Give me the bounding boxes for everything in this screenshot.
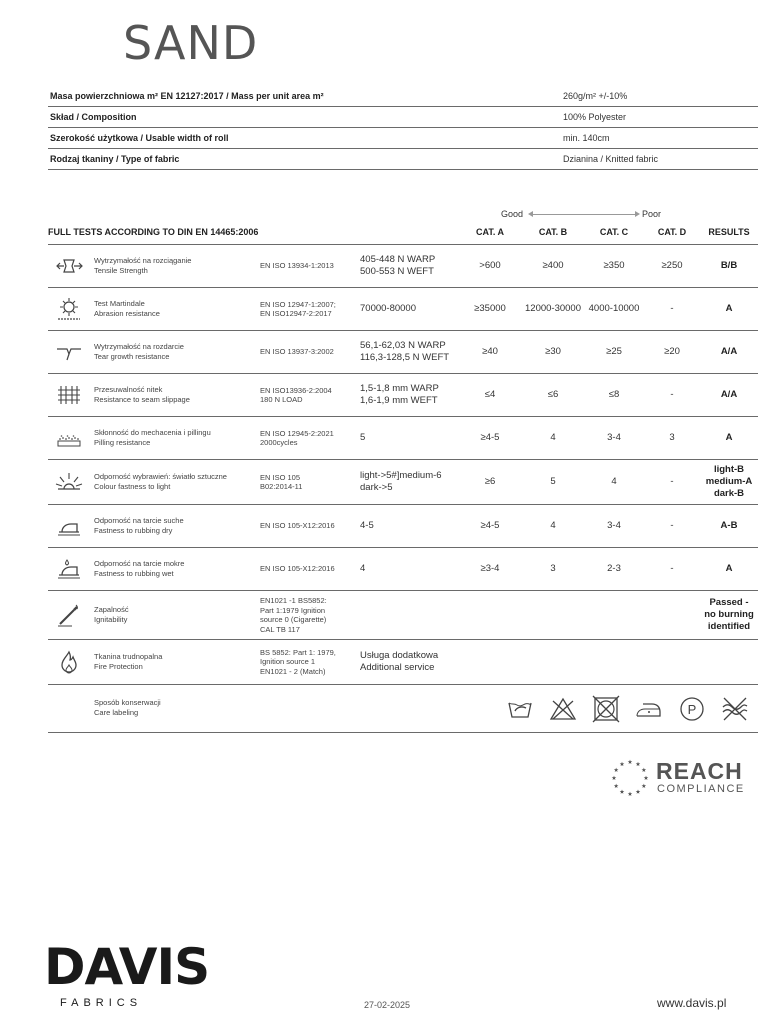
test-row [48, 417, 758, 460]
test-result [700, 432, 758, 444]
test-name-en: Ignitability [94, 615, 128, 624]
eu-stars-icon [610, 758, 650, 798]
test-row [48, 591, 758, 640]
no-tumble-dry-icon [584, 694, 627, 724]
cat-c-value: 2-3 [607, 563, 621, 574]
test-name-en: Fastness to rubbing dry [94, 526, 173, 535]
tensile-icon [54, 253, 84, 279]
cat-a-value: ≥6 [484, 476, 496, 487]
test-name-en: Tensile Strength [94, 265, 148, 275]
header-cat-c: CAT. C [599, 227, 629, 237]
test-standard [260, 648, 336, 677]
test-result [700, 520, 758, 532]
result-line: A [725, 432, 733, 443]
standard-line: EN ISO 105 [260, 472, 301, 482]
cat-b-value: ≥30 [545, 346, 561, 357]
test-row [48, 505, 758, 548]
header-cat-d: CAT. D [657, 227, 687, 237]
standard-line: EN1021 -1 BS5852: [260, 596, 327, 605]
standard-line: EN ISO 13937-3:2002 [260, 347, 334, 357]
test-name-en: Fire Protection [94, 662, 143, 671]
value-line: 116,3-128,5 N WEFT [360, 352, 450, 363]
standard-line: source 0 (Cigarette) [260, 615, 327, 624]
martindale-icon [54, 296, 84, 322]
standard-line: EN ISO12947-2:2017 [260, 309, 332, 318]
logo-name: DAVIS [44, 938, 210, 996]
test-name-pl: Przesuwalność nitek [94, 385, 163, 394]
result-line: medium-A [705, 476, 753, 487]
value-line: 56,1-62,03 N WARP [360, 340, 446, 351]
cat-b-value: ≥400 [542, 259, 564, 271]
test-result [700, 389, 758, 401]
header-cat-a: CAT. A [476, 227, 504, 237]
header-results: RESULTS [708, 227, 750, 237]
cat-d-value: - [670, 476, 674, 487]
test-result [700, 597, 758, 633]
test-value [360, 383, 439, 407]
cat-c-value: 4 [611, 476, 617, 487]
reach-compliance-badge [610, 758, 760, 798]
cat-b-value: ≤6 [547, 389, 559, 400]
rubbing-dry-icon [54, 513, 84, 539]
svg-text:P: P [687, 702, 696, 717]
test-value [360, 432, 365, 444]
standard-line: EN ISO 12945-2:2021 [260, 428, 334, 438]
standard-line: B02:2014-11 [260, 482, 303, 491]
cat-a-value: ≥3-4 [480, 563, 500, 574]
cat-a-value: ≥4-5 [480, 432, 500, 443]
result-line: B/B [720, 259, 738, 271]
test-value [360, 470, 442, 494]
result-line: light-B [713, 464, 745, 475]
reach-subtitle: COMPLIANCE [657, 783, 745, 795]
standard-line: CAL TB 117 [260, 624, 300, 634]
spec-table [48, 86, 758, 170]
spec-value: Dzianina / Knitted fabric [563, 154, 659, 164]
care-name-pl: Sposób konserwacji [94, 698, 161, 707]
test-standard [260, 564, 335, 574]
davis-logo [44, 940, 209, 1009]
eu-star [644, 776, 649, 780]
spec-row-type [48, 149, 758, 170]
spec-row-composition [48, 107, 758, 128]
cat-d-value: - [670, 389, 674, 400]
test-name [94, 605, 129, 625]
scale-good: Good [501, 209, 524, 219]
test-name-pl: Test Martindale [94, 299, 145, 308]
spec-label: Szerokość użytkowa / Usable width of roll [50, 133, 229, 143]
test-name-en: Pilling resistance [94, 438, 151, 447]
cat-b-value: 5 [550, 476, 556, 487]
test-name [94, 256, 191, 276]
tests-table-header [48, 222, 758, 245]
value-line: Usługa dodatkowa [360, 650, 439, 661]
test-name-pl: Odporność na tarcie mokre [94, 559, 185, 568]
cat-c-value: ≤8 [608, 389, 620, 400]
standard-line: EN ISO13936-2:2004 [260, 385, 332, 395]
page-title: SAND [123, 16, 259, 70]
footer-date: 27-02-2025 [364, 1000, 411, 1010]
value-line: 70000-80000 [360, 303, 416, 314]
cat-d-value: ≥20 [664, 346, 680, 357]
cat-c-value: ≥350 [603, 259, 625, 271]
eu-star [614, 784, 619, 788]
light-fastness-icon [54, 469, 84, 495]
result-line: no burning [704, 609, 754, 620]
standard-line: EN1021 - 2 (Match) [260, 666, 326, 676]
no-bleach-icon [541, 694, 584, 724]
test-result [700, 346, 758, 358]
header-cat-b: CAT. B [538, 227, 568, 237]
test-name-en: Tear growth resistance [94, 352, 170, 361]
cat-a-value: ≥35000 [474, 303, 506, 314]
test-row [48, 640, 758, 685]
spec-label: Masa powierzchniowa m² EN 12127:2017 / Mass per unit area m² [50, 91, 324, 101]
test-name-pl: Odporność wybrawień: światło sztuczne [94, 472, 227, 481]
test-standard [260, 386, 332, 405]
test-name-en: Fastness to rubbing wet [94, 569, 174, 578]
value-line: 5 [360, 432, 366, 443]
spec-value: 100% Polyester [563, 112, 627, 122]
reach-title: REACH [656, 758, 743, 784]
test-name [94, 516, 184, 536]
standard-line: EN ISO 105-X12:2016 [260, 521, 335, 531]
full-tests-heading: FULL TESTS ACCORDING TO DIN EN 14465:2006 [48, 227, 259, 237]
test-value [360, 340, 449, 364]
result-line: A-B [720, 520, 738, 531]
cat-b-value: 4 [550, 520, 556, 531]
value-line: 4 [360, 563, 366, 574]
cat-d-value: - [670, 520, 674, 531]
cat-c-value: ≥25 [606, 346, 622, 357]
cat-a-value: ≤4 [484, 389, 496, 400]
result-line: dark-B [713, 488, 745, 499]
dry-clean-p-icon [670, 694, 713, 724]
eu-star [614, 768, 619, 772]
spec-value: 260g/m² +/-10% [563, 91, 628, 101]
value-line: 1,6-1,9 mm WEFT [360, 395, 438, 406]
test-name [94, 299, 160, 319]
test-name-en: Colour fastness to light [94, 482, 171, 491]
value-line: 4-5 [360, 520, 374, 531]
test-row [48, 331, 758, 374]
tests-table-body [48, 244, 758, 733]
eu-star [642, 784, 647, 788]
scale-line [531, 214, 637, 215]
cat-c-value: 4000-10000 [588, 303, 640, 314]
test-name-pl: Wytrzymałość na rozdarcie [94, 342, 184, 351]
result-line: A [725, 303, 733, 314]
spec-label: Rodzaj tkaniny / Type of fabric [50, 154, 180, 164]
cat-a-value: >600 [479, 259, 501, 271]
test-standard [260, 347, 334, 357]
cat-c-value: 3-4 [607, 432, 621, 443]
eu-star [628, 760, 633, 764]
value-line: 405-448 N WARP [360, 253, 436, 265]
care-label [94, 698, 161, 718]
standard-line: 2000cycles [260, 438, 298, 447]
eu-star [642, 768, 647, 772]
test-standard [260, 473, 302, 492]
standard-line: 180 N LOAD [260, 395, 303, 404]
test-standard [260, 596, 327, 634]
cat-b-value: 4 [550, 432, 556, 443]
test-name [94, 428, 211, 448]
care-name-en: Care labeling [94, 708, 139, 717]
fire-protection-icon [54, 649, 84, 675]
eu-star [620, 762, 625, 766]
footer-website[interactable]: www.davis.pl [657, 996, 727, 1010]
cat-a-value: ≥4-5 [480, 520, 500, 531]
result-line: identified [707, 621, 751, 632]
eu-star [620, 789, 625, 793]
result-line: A [725, 563, 733, 574]
test-value [360, 254, 435, 278]
test-value [360, 520, 374, 532]
test-value [360, 650, 438, 674]
standard-line: Part 1:1979 Ignition [260, 605, 326, 615]
test-value [360, 563, 365, 575]
value-line: 500-553 N WEFT [360, 265, 434, 277]
cat-a-value: ≥40 [482, 346, 498, 357]
value-line: Additional service [360, 662, 435, 673]
spec-row-mass [48, 86, 758, 107]
test-name-pl: Odporność na tarcie suche [94, 516, 184, 525]
care-icons [498, 694, 756, 724]
test-standard [260, 429, 334, 448]
test-result [700, 260, 758, 272]
test-name-en: Abrasion resistance [94, 309, 160, 318]
test-row [48, 244, 758, 288]
test-name-pl: Wytrzymałość na rozciąganie [94, 255, 192, 265]
cat-d-value: - [670, 303, 674, 314]
test-name [94, 385, 190, 405]
test-row [48, 460, 758, 505]
cat-c-value: 3-4 [607, 520, 621, 531]
logo-sub: FABRICS [60, 997, 143, 1009]
eu-star [636, 762, 641, 766]
test-standard [260, 261, 334, 271]
tear-icon [54, 339, 84, 365]
cat-d-value: ≥250 [661, 259, 683, 271]
test-result [700, 303, 758, 315]
standard-line: Ignition source 1 [260, 657, 316, 667]
pilling-icon [54, 425, 84, 451]
cat-b-value: 12000-30000 [525, 303, 581, 314]
spec-row-width [48, 128, 758, 149]
standard-line: EN ISO 13934-1:2013 [260, 260, 334, 270]
result-line: A/A [720, 389, 738, 400]
value-line: dark->5 [360, 482, 393, 493]
cat-b-value: 3 [550, 563, 556, 574]
test-name-pl: Zapalność [94, 605, 129, 614]
eu-star [636, 789, 641, 793]
standard-line: EN ISO 12947-1:2007; [260, 299, 336, 309]
scale-poor: Poor [642, 209, 662, 219]
value-line: 1,5-1,8 mm WARP [360, 383, 439, 394]
test-name [94, 342, 184, 362]
result-line: A/A [720, 346, 738, 357]
care-row [48, 685, 758, 733]
test-row [48, 374, 758, 417]
test-result [700, 464, 758, 500]
result-line: Passed - [709, 597, 749, 608]
eu-star [612, 776, 617, 780]
test-row [48, 548, 758, 591]
test-name-pl: Tkanina trudnopalna [94, 652, 163, 661]
test-name [94, 559, 184, 579]
spec-label: Skład / Composition [50, 112, 137, 122]
test-name [94, 652, 162, 672]
test-name-en: Resistance to seam slippage [94, 395, 190, 404]
test-row [48, 288, 758, 331]
spec-value: min. 140cm [563, 133, 610, 143]
test-name [94, 472, 227, 492]
standard-line: EN ISO 105-X12:2016 [260, 564, 335, 574]
ignitability-icon [54, 602, 84, 628]
test-name-pl: Skłonność do mechacenia i pillingu [94, 428, 211, 437]
iron-low-icon [627, 694, 670, 724]
hand-wash-icon [498, 694, 541, 724]
standard-line: BS 5852: Part 1: 1979, [260, 647, 336, 657]
rubbing-wet-icon [54, 556, 84, 582]
test-standard [260, 521, 335, 531]
seam-slippage-icon [54, 382, 84, 408]
test-standard [260, 300, 336, 319]
value-line: light->5#]medium-6 [360, 470, 442, 481]
scale-arrow-right-icon [635, 211, 640, 217]
test-result [700, 563, 758, 575]
no-wring-icon [713, 694, 756, 724]
cat-d-value: 3 [669, 432, 675, 443]
cat-d-value: - [670, 563, 674, 574]
eu-star [628, 792, 633, 796]
test-value [360, 303, 416, 315]
